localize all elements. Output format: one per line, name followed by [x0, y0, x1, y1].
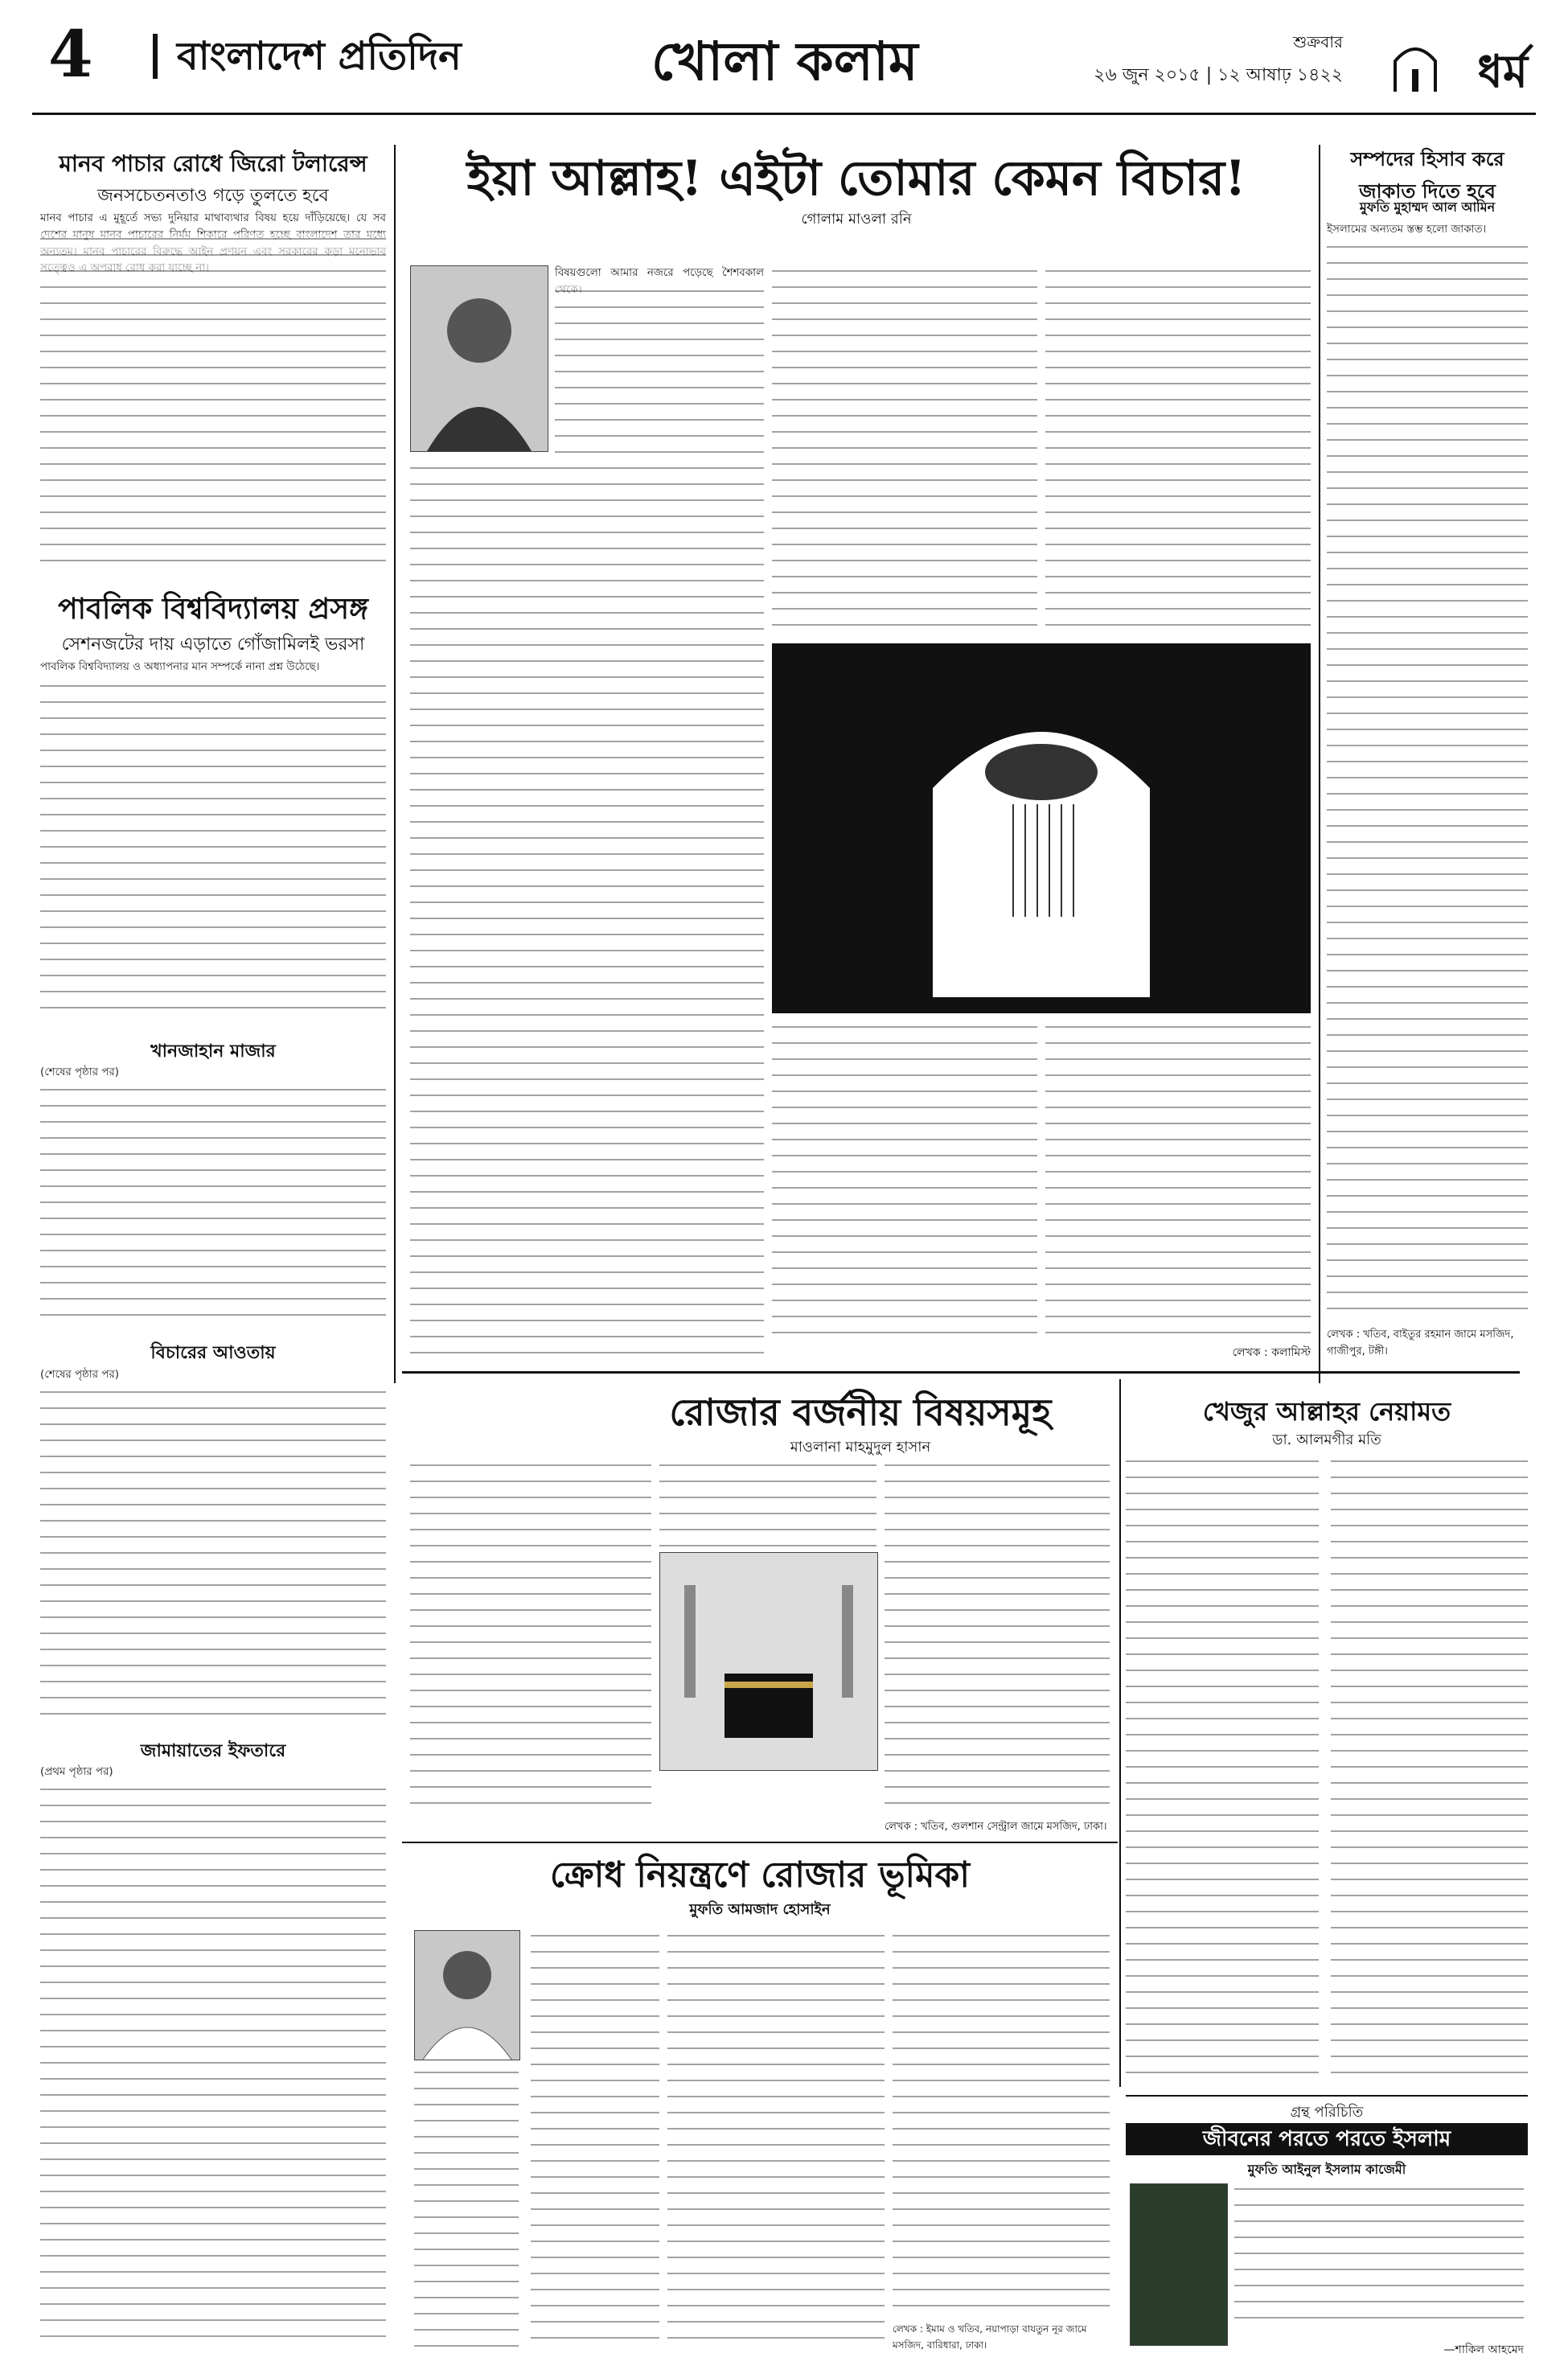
- article-text-block: [40, 680, 386, 1018]
- article-title: পাবলিক বিশ্ববিদ্যালয় প্রসঙ্গ: [58, 592, 368, 626]
- kaaba-icon: [660, 1553, 877, 1770]
- article-body: (শেষের পৃষ্ঠার পর): [40, 1066, 119, 1078]
- newspaper-brand: বাংলাদেশ প্রতিদিন: [177, 34, 462, 79]
- main-byline: গোলাম মাওলা রনি: [801, 211, 912, 228]
- article-text-block: [1045, 265, 1311, 635]
- writer-note: লেখক : খতিব, বাইতুর রহমান জামে মসজিদ, গাজীপুর, টঙ্গী।: [1327, 1329, 1514, 1357]
- article-text-block: [414, 2067, 519, 2348]
- divider: [153, 34, 158, 79]
- illustration: [772, 643, 1311, 1013]
- article-byline: ডা. আলমগীর মতি: [1272, 1431, 1381, 1448]
- section-title: খোলা কলাম: [651, 30, 918, 92]
- article-text-block: [40, 1084, 386, 1325]
- article-body: (শেষের পৃষ্ঠার পর): [40, 1369, 119, 1381]
- article-subtitle: জনসচেতনতাও গড়ে তুলতে হবে: [97, 186, 329, 206]
- masthead: [32, 16, 1536, 115]
- issue-day: শুক্রবার: [1293, 32, 1343, 51]
- writer-note: লেখক : খতিব, গুলশান সেন্ট্রাল জামে মসজিদ, ঢাকা।: [885, 1821, 1107, 1833]
- article-text-block: [410, 462, 764, 1355]
- article-title: ক্রোধ নিয়ন্ত্রণে রোজার ভূমিকা: [549, 1854, 971, 1896]
- article-byline: মুফতি আমজাদ হোসাইন: [689, 1901, 831, 1918]
- article-text-block: [893, 1930, 1110, 2316]
- page-number: 4: [48, 16, 93, 92]
- article-text-block: [531, 1930, 659, 2348]
- column-rule: [1319, 145, 1320, 1383]
- article-text-block: [40, 1784, 386, 2347]
- article-title: জামায়াতের ইফতারে: [140, 1740, 286, 1761]
- article-text-block: [885, 1460, 1110, 1813]
- article-text-block: [1045, 1021, 1311, 1335]
- article-title: বিচারের আওতায়: [150, 1342, 276, 1363]
- article-byline: মাওলানা মাহমুদুল হাসান: [790, 1439, 931, 1456]
- article-text-block: [772, 265, 1037, 635]
- article-text-block: [1126, 1456, 1319, 2083]
- article-body: ইসলামের অন্যতম স্তম্ভ হলো জাকাত।: [1327, 224, 1487, 236]
- article-text-block: [40, 233, 386, 571]
- article-text-block: [555, 285, 764, 454]
- book-cover: [1130, 2183, 1228, 2346]
- article-title: খানজাহান মাজার: [150, 1041, 276, 1062]
- article-text-block: [40, 1386, 386, 1724]
- article-text-block: [410, 1460, 651, 1813]
- article-subtitle: সেশনজটের দায় এড়াতে গোঁজামিলই ভরসা: [61, 635, 365, 655]
- article-title: খেজুর আল্লাহর নেয়ামত: [1202, 1396, 1451, 1427]
- article-text-block: [1331, 1456, 1528, 2083]
- section-rule: [402, 1842, 1118, 1843]
- article-text-block: [772, 1021, 1037, 1335]
- section-label: গ্রন্থ পরিচিতি: [1290, 2104, 1364, 2121]
- article-title: সম্পদের হিসাব করে জাকাত দিতে হবে: [1350, 147, 1504, 203]
- column-rule: [1119, 1379, 1121, 2087]
- person-icon: [415, 1931, 519, 2060]
- article-text-block: [667, 1930, 885, 2348]
- article-body: পাবলিক বিশ্ববিদ্যালয় ও অধ্যাপনার মান সম্পর্কে নানা প্রশ্ন উঠেছে।: [40, 661, 320, 673]
- article-byline: মুফতি মুহাম্মদ আল আমিন: [1359, 199, 1496, 215]
- author-photo: [414, 1930, 520, 2060]
- kaaba-photo: [659, 1552, 878, 1771]
- book-title: জীবনের পরতে পরতে ইসলাম: [1126, 2123, 1528, 2155]
- article-text-block: [1327, 241, 1528, 1319]
- article-title: রোজার বর্জনীয় বিষয়সমূহ: [669, 1390, 1052, 1434]
- mosque-icon: [1391, 37, 1439, 93]
- section-rule: [1126, 2095, 1528, 2097]
- article-text-block: [1234, 2183, 1524, 2332]
- article-text-block: [659, 1460, 876, 1548]
- article-body: মানব পাচার এ মুহূর্তে সভ্য দুনিয়ার মাথাব্যথার বিষয় হয়ে দাঁড়িয়েছে। যে সব: [40, 212, 386, 224]
- article-title: মানব পাচার রোধে জিরো টলারেন্স: [59, 150, 367, 177]
- column-rule: [394, 145, 396, 1383]
- author-photo: [410, 265, 548, 452]
- article-body: (প্রথম পৃষ্ঠার পর): [40, 1766, 113, 1778]
- cloud-rain-icon: [772, 643, 1311, 1013]
- person-icon: [411, 266, 548, 451]
- main-body: বিষয়গুলো আমার নজরে পড়েছে শৈশবকাল: [555, 267, 764, 279]
- main-headline: ইয়া আল্লাহ! এইটা তোমার কেমন বিচার!: [466, 150, 1246, 207]
- section-rule: [402, 1371, 1520, 1374]
- religion-section-label: ধর্ম: [1477, 46, 1528, 98]
- reviewer: —শাকিল আহমেদ: [1443, 2343, 1524, 2356]
- book-author: মুফতি আইনুল ইসলাম কাজেমী: [1247, 2162, 1406, 2177]
- issue-date: ২৬ জুন ২০১৫ | ১২ আষাঢ় ১৪২২: [1094, 65, 1343, 85]
- writer-note: লেখক : ইমাম ও খতিব, নয়াপাড়া বাযতুন নূর জামে মসজিদ, বারিধারা, ঢাকা।: [893, 2323, 1087, 2351]
- writer-note: লেখক : কলামিস্ট: [1232, 1346, 1311, 1359]
